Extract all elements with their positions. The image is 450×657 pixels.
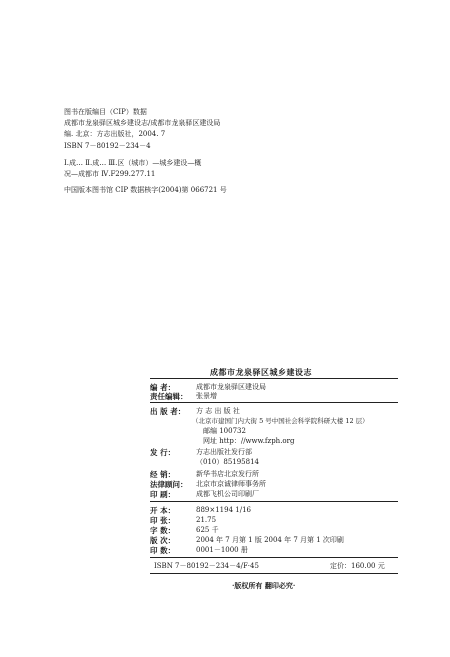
rule-4 — [150, 573, 398, 574]
edition-value: 2004 年 7 月第 1 版 2004 年 7 月第 1 次印刷 — [196, 536, 344, 544]
cip-class-line2: 况—成都市 Ⅳ.F299.277.11 — [64, 170, 156, 178]
distributor-label: 发 行： — [150, 448, 176, 457]
rule-2 — [150, 501, 398, 502]
edition-label: 版 次： — [150, 536, 176, 545]
sheets-value: 21.75 — [196, 516, 217, 524]
publisher-label: 出 版 者： — [150, 407, 186, 416]
format-label: 开 本： — [150, 506, 176, 515]
cip-heading: 图书在版编目（CIP）数据 — [64, 108, 147, 116]
copies-value: 0001－1000 册 — [196, 546, 248, 554]
price: 定价：160.00 元 — [330, 562, 385, 570]
cip-line1: 成都市龙泉驿区城乡建设志/成都市龙泉驿区建设局 — [64, 119, 221, 127]
seller-label: 经 销： — [150, 470, 176, 479]
resp-editor-value: 张景增 — [196, 392, 217, 400]
words-label: 字 数： — [150, 526, 176, 535]
printer-label: 印 刷： — [150, 490, 176, 499]
rule-1 — [150, 402, 398, 403]
cip-isbn: ISBN 7－80192－234－4 — [64, 142, 151, 150]
rule-3 — [150, 557, 398, 558]
publisher-website: 网址 http：//www.fzph.org — [203, 437, 295, 445]
publisher-postcode: 邮编 100732 — [203, 427, 246, 435]
isbn-full: ISBN 7－80192－234－4/F·45 — [154, 562, 259, 570]
format-value: 889×1194 1/16 — [196, 506, 251, 514]
editor-label: 编 者： — [150, 383, 176, 392]
legal-value: 北京市京诚律师事务所 — [196, 480, 266, 488]
copies-label: 印 数： — [150, 546, 176, 555]
copyright-notice: ·版权所有 翻印必究· — [232, 581, 296, 590]
resp-editor-label: 责任编辑： — [150, 392, 188, 401]
cip-line2: 编. 北京：方志出版社，2004. 7 — [64, 130, 166, 138]
words-value: 625 千 — [196, 526, 219, 534]
printer-value: 成都飞机公司印刷厂 — [196, 490, 259, 498]
cip-number: 中国版本图书馆 CIP 数据核字(2004)第 066721 号 — [64, 186, 227, 194]
sheets-label: 印 张： — [150, 516, 176, 525]
legal-label: 法律顾问： — [150, 480, 188, 489]
seller-value: 新华书店北京发行所 — [196, 470, 259, 478]
cip-class-line1: Ⅰ.成… Ⅱ.成… Ⅲ.区（城市）—城乡建设—概 — [64, 159, 202, 167]
distributor-phone: （010）85195814 — [196, 458, 259, 466]
editor-value: 成都市龙泉驿区建设局 — [196, 383, 266, 391]
title-rule — [150, 378, 398, 379]
publisher-value: 方 志 出 版 社 — [196, 407, 240, 415]
publisher-address: （北京市建国门内大街 5 号中国社会科学院科研大楼 12 层） — [192, 417, 369, 425]
book-title: 成都市龙泉驿区城乡建设志 — [210, 367, 312, 377]
distributor-value: 方志出版社发行部 — [196, 448, 252, 456]
